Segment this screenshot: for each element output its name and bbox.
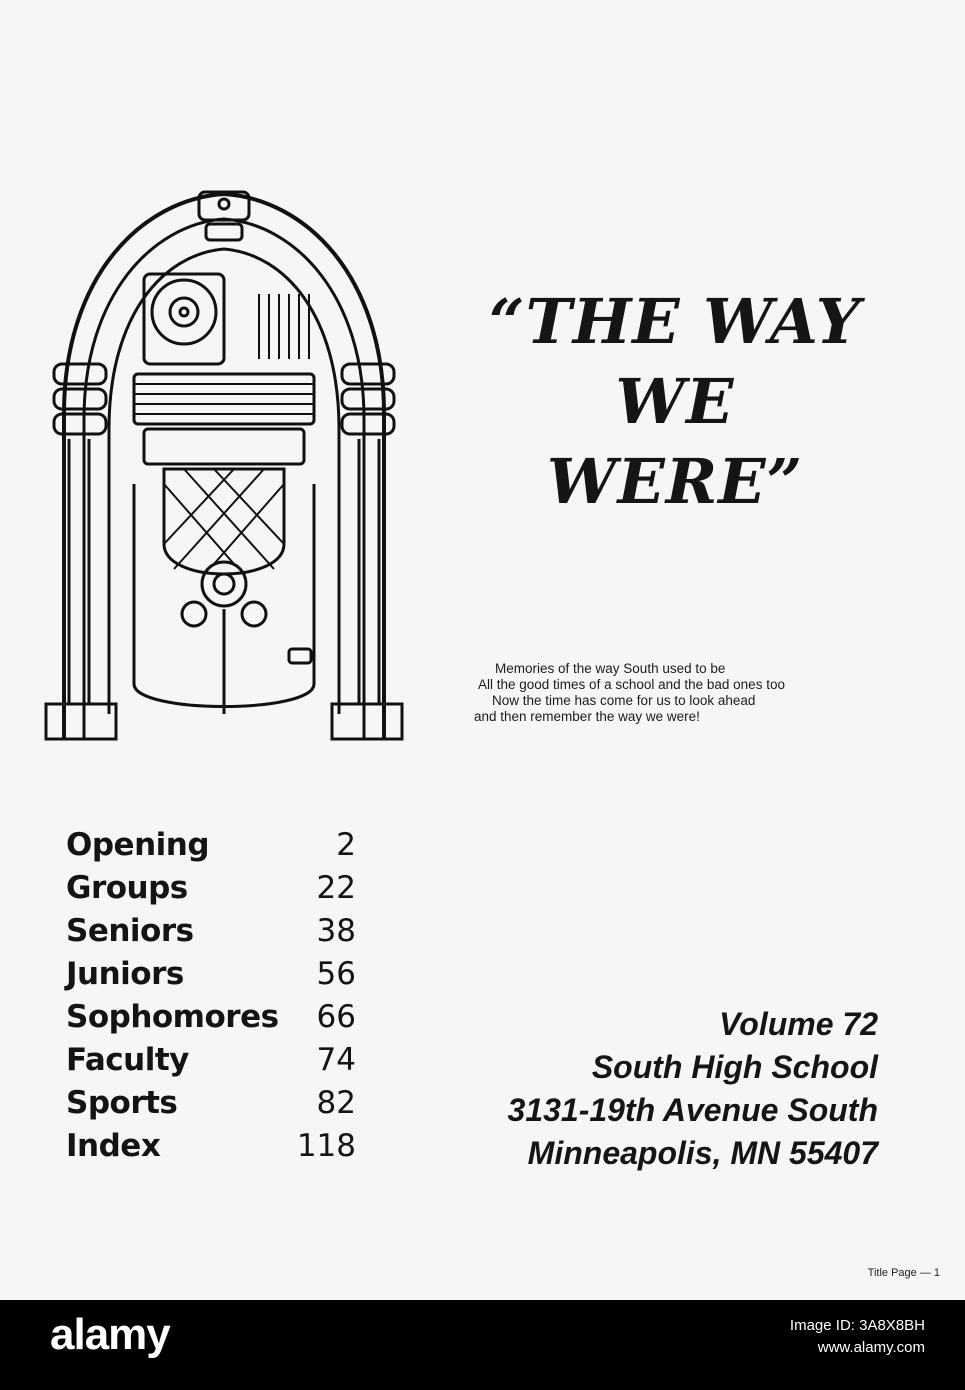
toc-page: 22 bbox=[316, 870, 356, 906]
jukebox-illustration bbox=[34, 184, 414, 744]
toc-page: 56 bbox=[316, 956, 356, 992]
poem-line: and then remember the way we were! bbox=[474, 709, 700, 724]
stock-image-id: Image ID: 3A8X8BH bbox=[789, 1317, 925, 1334]
school-name: South High School bbox=[591, 1049, 878, 1085]
stock-info bbox=[625, 1315, 925, 1359]
toc-page: 2 bbox=[336, 827, 356, 863]
toc-section: Sophomores bbox=[66, 999, 279, 1035]
toc-section: Opening bbox=[66, 827, 210, 863]
city-line: Minneapolis, MN 55407 bbox=[527, 1135, 878, 1171]
toc-page: 118 bbox=[296, 1128, 356, 1164]
toc-row bbox=[66, 867, 356, 910]
toc-section: Sports bbox=[66, 1085, 178, 1121]
toc-section: Faculty bbox=[66, 1042, 189, 1078]
poem-line: All the good times of a school and the bad ones too bbox=[478, 677, 785, 692]
toc-section: Groups bbox=[66, 870, 188, 906]
table-of-contents bbox=[66, 824, 356, 1168]
title-line: WE bbox=[615, 365, 735, 438]
toc-page: 82 bbox=[316, 1085, 356, 1121]
toc-section: Index bbox=[66, 1128, 161, 1164]
toc-page: 74 bbox=[316, 1042, 356, 1078]
poem bbox=[470, 661, 890, 725]
toc-page: 66 bbox=[316, 999, 356, 1035]
toc-row bbox=[66, 824, 356, 867]
page-title bbox=[470, 282, 880, 522]
toc-row bbox=[66, 1082, 356, 1125]
toc-page: 38 bbox=[316, 913, 356, 949]
poem-line: Now the time has come for us to look ahead bbox=[492, 693, 756, 708]
title-line: “THE WAY bbox=[488, 285, 862, 358]
toc-row bbox=[66, 1125, 356, 1168]
title-line: WERE” bbox=[546, 445, 804, 518]
toc-row bbox=[66, 996, 356, 1039]
street-address: 3131-19th Avenue South bbox=[507, 1092, 878, 1128]
page-footer: Title Page — 1 bbox=[867, 1267, 940, 1279]
toc-row bbox=[66, 953, 356, 996]
toc-section: Seniors bbox=[66, 913, 194, 949]
school-address bbox=[430, 1003, 878, 1175]
stock-logo: alamy bbox=[50, 1310, 170, 1359]
toc-row bbox=[66, 1039, 356, 1082]
toc-row bbox=[66, 910, 356, 953]
toc-section: Juniors bbox=[66, 956, 184, 992]
volume-label: Volume 72 bbox=[719, 1006, 878, 1042]
stock-site: www.alamy.com bbox=[817, 1339, 925, 1356]
poem-line: Memories of the way South used to be bbox=[495, 661, 726, 676]
